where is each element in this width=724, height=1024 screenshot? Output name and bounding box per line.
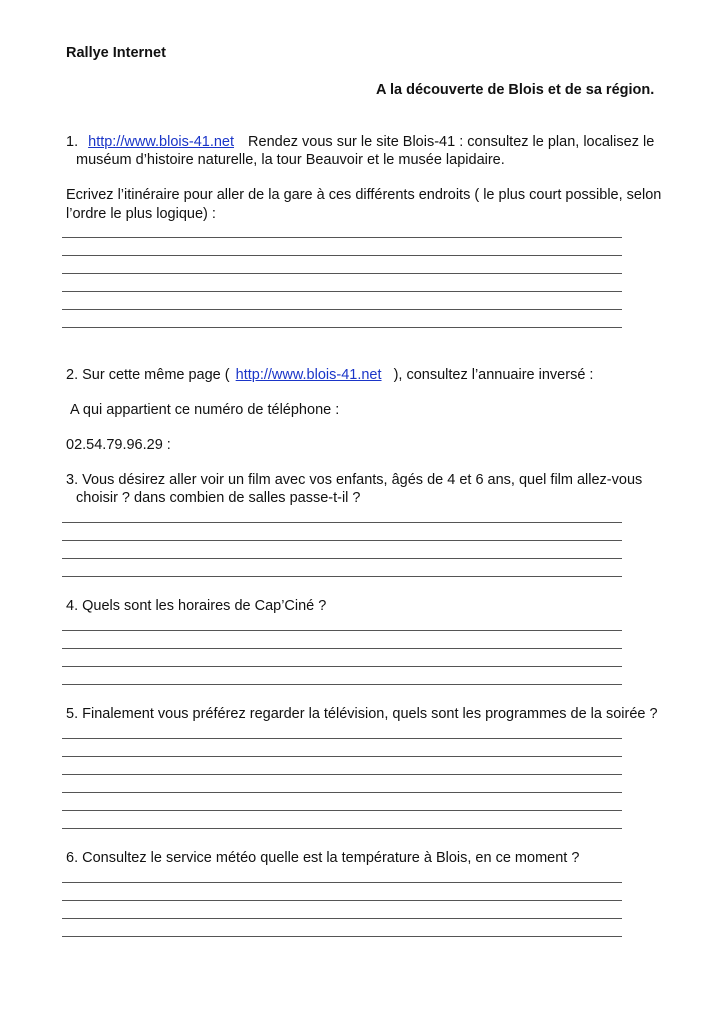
- answer-line[interactable]: [62, 237, 622, 238]
- question-1-text-cont: muséum d’histoire naturelle, la tour Beauvoir et le musée lapidaire.: [76, 152, 505, 168]
- answer-line[interactable]: [62, 327, 622, 328]
- answer-line[interactable]: [62, 882, 622, 883]
- question-5: 5. Finalement vous préférez regarder la télévision, quels sont les programmes de la soirée ?: [66, 706, 658, 722]
- answer-line[interactable]: [62, 309, 622, 310]
- question-1-text: Rendez vous sur le site Blois-41 : consultez le plan, localisez le: [248, 134, 655, 150]
- answer-line[interactable]: [62, 936, 622, 937]
- page-subtitle: A la découverte de Blois et de sa région.: [376, 82, 655, 98]
- question-2-text-end: ), consultez l’annuaire inversé :: [393, 367, 594, 383]
- answer-line[interactable]: [62, 738, 622, 739]
- answer-line[interactable]: [62, 810, 622, 811]
- question-6: 6. Consultez le service météo quelle est la température à Blois, en ce moment ?: [66, 850, 580, 866]
- answer-line[interactable]: [62, 774, 622, 775]
- answer-line[interactable]: [62, 255, 622, 256]
- answer-line[interactable]: [62, 558, 622, 559]
- answer-line[interactable]: [62, 576, 622, 577]
- answer-line[interactable]: [62, 630, 622, 631]
- question-3: 3. Vous désirez aller voir un film avec vos enfants, âgés de 4 et 6 ans, quel film allez-vous: [66, 472, 643, 488]
- phone-number: 02.54.79.96.29 :: [66, 437, 171, 453]
- answer-line[interactable]: [62, 666, 622, 667]
- answer-line[interactable]: [62, 756, 622, 757]
- question-2: [66, 366, 593, 384]
- question-4: 4. Quels sont les horaires de Cap’Ciné ?: [66, 598, 327, 614]
- question-2-link[interactable]: http://www.blois-41.net: [235, 367, 382, 383]
- page-title: Rallye Internet: [66, 45, 166, 61]
- answer-line[interactable]: [62, 792, 622, 793]
- question-2-text: 2. Sur cette même page (: [66, 367, 230, 383]
- question-1-instruction-cont: l’ordre le plus logique) :: [66, 206, 216, 222]
- answer-line[interactable]: [62, 522, 622, 523]
- answer-line[interactable]: [62, 291, 622, 292]
- answer-line[interactable]: [62, 900, 622, 901]
- answer-line[interactable]: [62, 828, 622, 829]
- question-1: [66, 133, 654, 151]
- question-3-cont: choisir ? dans combien de salles passe-t-il ?: [76, 490, 361, 506]
- question-2-sub: A qui appartient ce numéro de téléphone :: [70, 402, 340, 418]
- answer-line[interactable]: [62, 684, 622, 685]
- answer-line[interactable]: [62, 273, 622, 274]
- question-1-instruction: Ecrivez l’itinéraire pour aller de la gare à ces différents endroits ( le plus court possible, selon: [66, 187, 662, 203]
- answer-line[interactable]: [62, 648, 622, 649]
- question-1-link[interactable]: http://www.blois-41.net: [88, 134, 235, 150]
- answer-line[interactable]: [62, 918, 622, 919]
- answer-line[interactable]: [62, 540, 622, 541]
- question-1-number: 1.: [66, 134, 79, 150]
